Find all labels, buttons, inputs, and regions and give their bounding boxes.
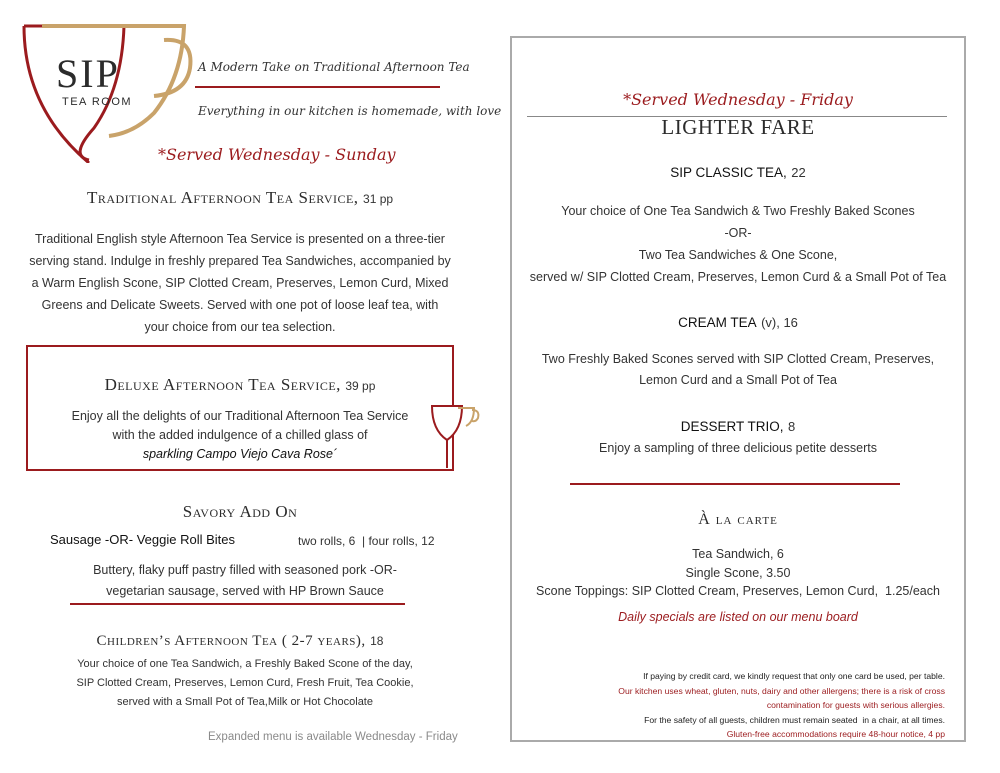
traditional-title: Traditional Afternoon Tea Service,: [86, 188, 359, 207]
children-desc-line-1: Your choice of one Tea Sandwich, a Freshly Baked Scone of the day,: [77, 658, 413, 670]
savory-item: Sausage -OR- Veggie Roll Bites: [50, 532, 235, 547]
traditional-desc-line: serving stand. Indulge in freshly prepared Tea Sandwiches, accompanied by: [29, 254, 451, 268]
cream-line-2: Lemon Curd and a Small Pot of Tea: [639, 373, 837, 387]
footer-line-4: For the safety of all guests, children must remain seated in a chair, at all times.: [644, 714, 945, 725]
classic-line-3: Two Tea Sandwiches & One Scone,: [638, 248, 838, 262]
tagline-2: Everything in our kitchen is homemade, with love: [198, 104, 502, 118]
deluxe-line-2: with the added indulgence of a chilled glass of: [112, 428, 368, 442]
savory-desc-line-1: Buttery, flaky puff pastry filled with seasoned pork -OR-: [93, 563, 397, 577]
logo-wordmark: SIP: [56, 51, 120, 96]
tagline-1: A Modern Take on Traditional Afternoon Tea: [198, 60, 470, 74]
cream-suffix: (v), 16: [761, 315, 798, 330]
traditional-price: 31 pp: [363, 192, 394, 206]
savory-divider: [70, 603, 405, 605]
classic-description: [510, 200, 966, 288]
dessert-divider: [570, 483, 900, 485]
right-footer: [520, 669, 945, 742]
carte-line-3: Scone Toppings: SIP Clotted Cream, Preserves, Lemon Curd, 1.25/each: [536, 584, 940, 598]
deluxe-line-1: Enjoy all the delights of our Traditional Afternoon Tea Service: [71, 409, 409, 423]
daily-specials-note: Daily specials are listed on our menu board: [618, 610, 858, 624]
children-heading: [20, 632, 460, 650]
expanded-note: Expanded menu is available Wednesday - Friday: [208, 731, 458, 743]
dessert-description: Enjoy a sampling of three delicious petite desserts: [599, 441, 877, 455]
classic-title: SIP CLASSIC TEA,: [670, 165, 787, 180]
lighter-fare-heading: LIGHTER FARE: [661, 115, 815, 139]
served-note-left: *Served Wednesday - Sunday: [158, 145, 396, 164]
deluxe-description: [26, 407, 454, 464]
savory-prices: two rolls, 6 | four rolls, 12: [298, 534, 435, 548]
children-title: Children’s Afternoon Tea ( 2-7 years),: [96, 633, 366, 649]
logo-subtitle: TEA ROOM: [62, 96, 133, 108]
classic-heading: [510, 164, 966, 182]
classic-price: 22: [791, 165, 806, 180]
classic-line-1: Your choice of One Tea Sandwich & Two Freshly Baked Scones: [561, 204, 915, 218]
traditional-desc-line: a Warm English Scone, SIP Clotted Cream, Preserves, Lemon Curd, Mixed: [31, 276, 449, 290]
children-desc-line-2: SIP Clotted Cream, Preserves, Lemon Curd, Fresh Fruit, Tea Cookie,: [76, 677, 414, 689]
tagline-divider: [195, 86, 440, 88]
traditional-desc-line: Greens and Delicate Sweets. Served with one pot of loose leaf tea, with: [41, 298, 439, 312]
carte-line-2: Single Scone, 3.50: [685, 565, 791, 580]
footer-line-2: Our kitchen uses wheat, gluten, nuts, dairy and other allergens; there is a risk of cross: [618, 685, 945, 696]
dessert-heading: [510, 418, 966, 436]
deluxe-line-3: sparkling Campo Viejo Cava Rose´: [142, 447, 338, 461]
footer-line-1: If paying by credit card, we kindly request that only one card be used, per table.: [643, 671, 945, 681]
classic-line-2: -OR-: [724, 226, 752, 240]
footer-line-3: contamination for guests with serious allergies.: [766, 700, 945, 711]
served-note-right: *Served Wednesday - Friday: [623, 90, 853, 109]
children-price: 18: [370, 634, 384, 648]
carte-items: [510, 545, 966, 601]
children-description: [20, 655, 470, 712]
deluxe-heading: [26, 375, 454, 395]
traditional-heading: [20, 188, 460, 208]
classic-line-4: served w/ SIP Clotted Cream, Preserves, Lemon Curd & a Small Pot of Tea: [529, 270, 947, 284]
carte-line-1: Tea Sandwich, 6: [692, 547, 784, 561]
carte-title: À la carte: [698, 511, 778, 528]
savory-title: Savory Add On: [182, 502, 298, 521]
traditional-desc-line: Traditional English style Afternoon Tea Service is presented on a three-tier: [35, 232, 445, 246]
dessert-price: 8: [788, 419, 796, 434]
children-desc-line-3: served with a Small Pot of Tea,Milk or Hot Chocolate: [117, 696, 373, 708]
deluxe-price: 39 pp: [345, 379, 376, 393]
deluxe-title: Deluxe Afternoon Tea Service,: [104, 375, 341, 394]
cream-line-1: Two Freshly Baked Scones served with SIP Clotted Cream, Preserves,: [541, 352, 935, 366]
traditional-description: [20, 228, 460, 338]
cream-title: CREAM TEA: [678, 315, 757, 330]
footer-line-5: Gluten-free accommodations require 48-hour notice, 4 pp: [726, 729, 945, 740]
savory-desc-line-2: vegetarian sausage, served with HP Brown Sauce: [106, 584, 384, 598]
traditional-desc-line: your choice from our tea selection.: [144, 320, 336, 334]
cream-description: [510, 349, 966, 391]
cream-heading: [510, 314, 966, 332]
dessert-title: DESSERT TRIO,: [680, 419, 784, 434]
savory-description: [20, 560, 470, 602]
